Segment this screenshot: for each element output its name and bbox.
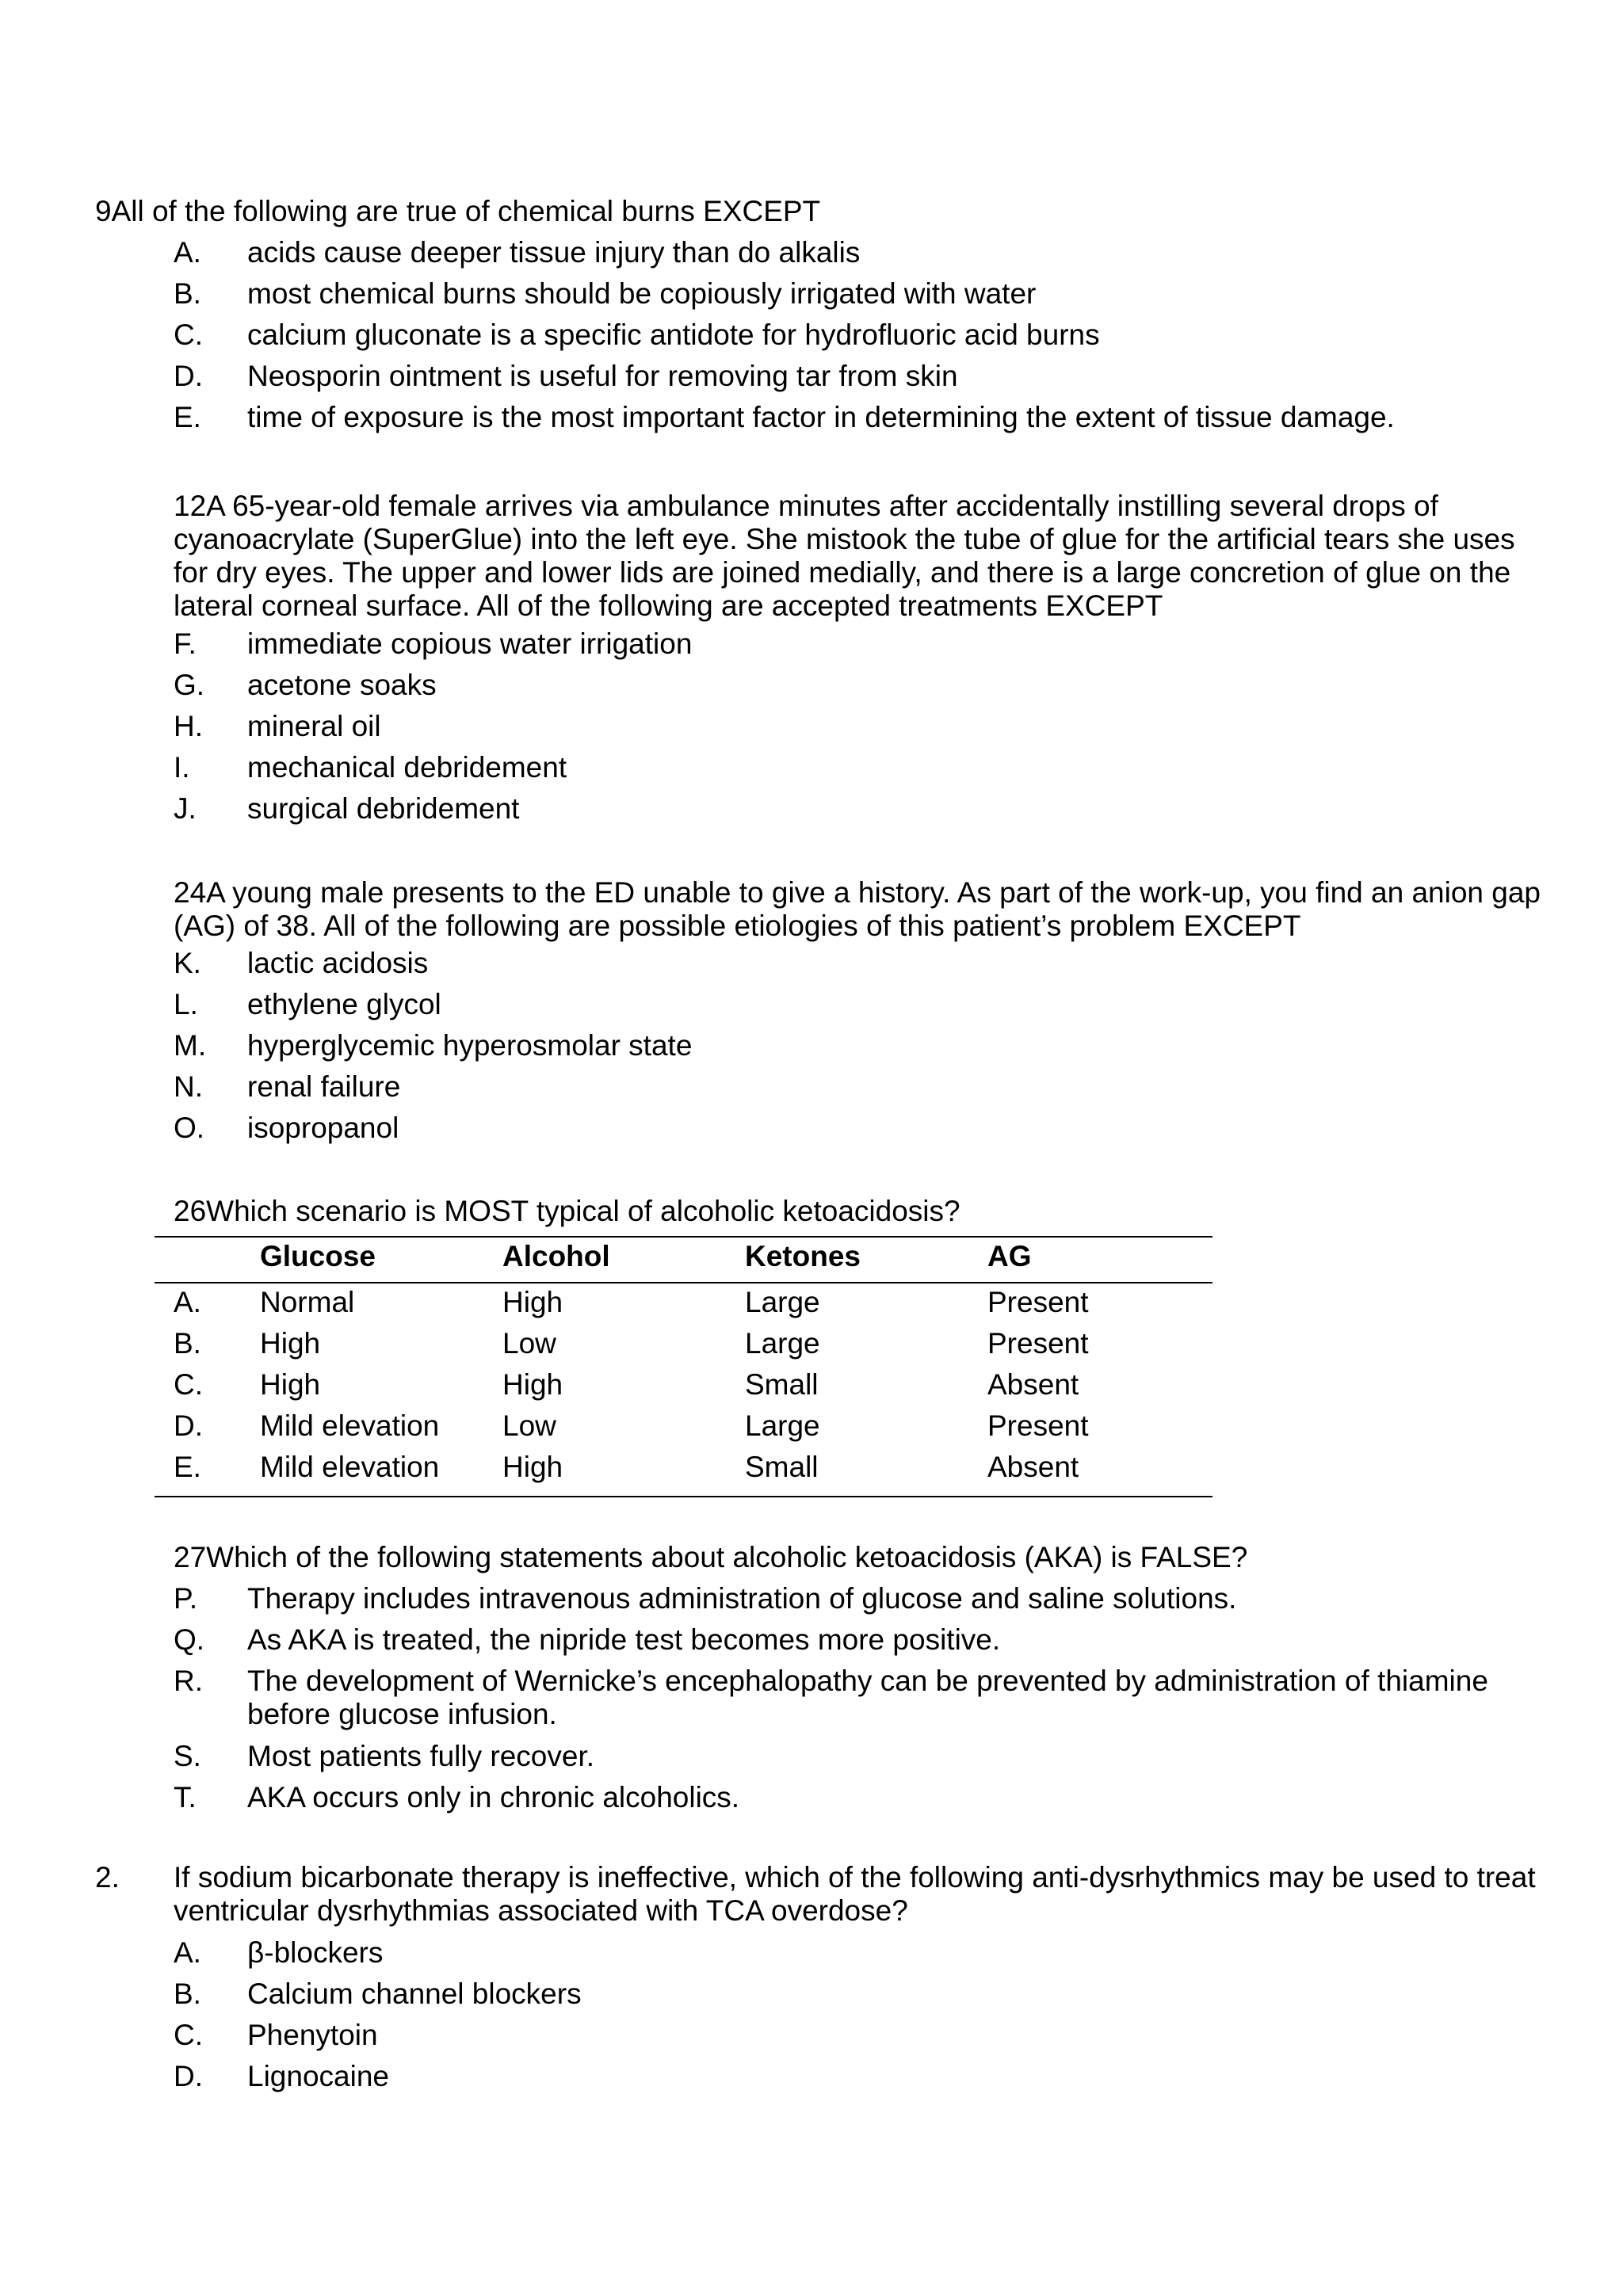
table-bottom-rule [155, 1496, 1212, 1497]
option-letter: A. [174, 1936, 201, 1969]
option-letter: A. [174, 236, 201, 269]
option-letter: T. [174, 1781, 197, 1814]
option-letter: E. [174, 401, 201, 433]
option-letter: D. [174, 2060, 203, 2092]
question-text: Which scenario is MOST typical of alcoholic ketoacidosis? [206, 1195, 960, 1227]
option-letter: J. [174, 792, 197, 825]
option-letter: C. [174, 318, 203, 351]
option-letter: H. [174, 710, 203, 742]
row-letter: B. [174, 1327, 201, 1360]
alcohol-cell: Low [502, 1409, 556, 1442]
question-number: 9 [95, 195, 112, 227]
question-26 [155, 1195, 1216, 1512]
option-text: calcium gluconate is a specific antidote for hydrofluoric acid burns [247, 318, 1100, 351]
row-letter: C. [174, 1368, 203, 1401]
option-letter: D. [174, 360, 203, 392]
glucose-cell: Mild elevation [260, 1451, 440, 1483]
alcohol-cell: High [502, 1451, 563, 1483]
question-number: 24 [174, 876, 207, 909]
option-text: Calcium channel blockers [247, 1978, 582, 2010]
option-text: Lignocaine [247, 2060, 389, 2092]
option-text: mechanical debridement [247, 751, 567, 784]
glucose-cell: Mild elevation [260, 1409, 440, 1442]
option-letter: M. [174, 1029, 207, 1062]
ketones-cell: Large [745, 1409, 820, 1442]
option-letter: B. [174, 277, 201, 310]
option-text: lactic acidosis [247, 947, 429, 979]
table-header-rule [155, 1282, 1212, 1283]
table-header: Alcohol [502, 1240, 610, 1272]
option-text: Therapy includes intravenous administration of glucose and saline solutions. [247, 1582, 1237, 1615]
ag-cell: Present [987, 1327, 1089, 1360]
option-text: hyperglycemic hyperosmolar state [247, 1029, 693, 1062]
alcohol-cell: High [502, 1368, 563, 1401]
table-header: AG [987, 1240, 1032, 1272]
ketones-cell: Small [745, 1368, 819, 1401]
question-number: 27 [174, 1541, 207, 1573]
option-letter: P. [174, 1582, 198, 1615]
row-letter: E. [174, 1451, 201, 1483]
table-header: Ketones [745, 1240, 861, 1272]
table-top-rule [155, 1236, 1212, 1238]
option-text: immediate copious water irrigation [247, 627, 693, 660]
question-stem [174, 1541, 1545, 1574]
question-number: 2. [95, 1861, 120, 1894]
option-text: AKA occurs only in chronic alcoholics. [247, 1781, 740, 1814]
question-stem [95, 195, 1522, 228]
option-text: acetone soaks [247, 669, 437, 701]
glucose-cell: High [260, 1368, 321, 1401]
ketones-cell: Large [745, 1286, 820, 1318]
option-text: acids cause deeper tissue injury than do alkalis [247, 236, 861, 269]
option-text: Phenytoin [247, 2019, 378, 2051]
ag-cell: Absent [987, 1368, 1079, 1401]
question-stem [174, 876, 1545, 943]
option-letter: C. [174, 2019, 203, 2051]
ag-cell: Present [987, 1409, 1089, 1442]
ketones-cell: Large [745, 1327, 820, 1360]
option-letter: Q. [174, 1623, 205, 1656]
option-text: β-blockers [247, 1936, 384, 1969]
option-text: As AKA is treated, the nipride test becomes more positive. [247, 1623, 1001, 1656]
option-text: time of exposure is the most important factor in determining the extent of tissue damage. [247, 401, 1395, 433]
table-header: Glucose [260, 1240, 376, 1272]
row-letter: A. [174, 1286, 201, 1318]
glucose-cell: High [260, 1327, 321, 1360]
question-text: A 65-year-old female arrives via ambulance minutes after accidentally instilling several drops of cyanoacrylate (SuperGlue) into the left eye. She mistook the tube of glue for the artificial tears she uses for dry eyes. The upper and lower lids are joined medially, and there is a large concretion of glue on the lateral corneal surface. All of the following are accepted treatments EXCEPT [174, 490, 1515, 622]
question-text: A young male presents to the ED unable to give a history. As part of the work-up, you find an anion gap (AG) of 38. All of the following are possible etiologies of this patient’s problem EXCEPT [174, 876, 1541, 942]
question-text: All of the following are true of chemical burns EXCEPT [111, 195, 821, 227]
option-letter: K. [174, 947, 201, 979]
option-text: most chemical burns should be copiously irrigated with water [247, 277, 1037, 310]
option-text: isopropanol [247, 1112, 399, 1144]
option-letter: I. [174, 751, 190, 784]
option-letter: L. [174, 988, 198, 1020]
option-letter: F. [174, 627, 197, 660]
question-text: Which of the following statements about alcoholic ketoacidosis (AKA) is FALSE? [206, 1541, 1248, 1573]
ag-cell: Present [987, 1286, 1089, 1318]
question-stem [174, 1861, 1545, 1928]
ketones-cell: Small [745, 1451, 819, 1483]
question-number: 12 [174, 490, 207, 522]
option-letter: N. [174, 1070, 203, 1103]
option-text: surgical debridement [247, 792, 520, 825]
question-text: If sodium bicarbonate therapy is ineffective, which of the following anti-dysrhythmics may be used to treat ventricular dysrhythmias associated with TCA overdose? [174, 1861, 1536, 1927]
option-letter: R. [174, 1665, 203, 1697]
question-number: 26 [174, 1195, 207, 1227]
option-text: ethylene glycol [247, 988, 441, 1020]
option-text: Neosporin ointment is useful for removing tar from skin [247, 360, 958, 392]
question-stem [174, 490, 1545, 623]
option-text: renal failure [247, 1070, 401, 1103]
option-text: Most patients fully recover. [247, 1740, 595, 1772]
alcohol-cell: High [502, 1286, 563, 1318]
option-text: mineral oil [247, 710, 381, 742]
question-stem [174, 1195, 1204, 1228]
option-text: The development of Wernicke’s encephalopathy can be prevented by administration of thiamine before glucose infusion. [247, 1665, 1488, 1730]
option-letter: O. [174, 1112, 205, 1144]
option-letter: B. [174, 1978, 201, 2010]
row-letter: D. [174, 1409, 203, 1442]
alcohol-cell: Low [502, 1327, 556, 1360]
ag-cell: Absent [987, 1451, 1079, 1483]
option-letter: G. [174, 669, 205, 701]
glucose-cell: Normal [260, 1286, 355, 1318]
option-letter: S. [174, 1740, 201, 1772]
